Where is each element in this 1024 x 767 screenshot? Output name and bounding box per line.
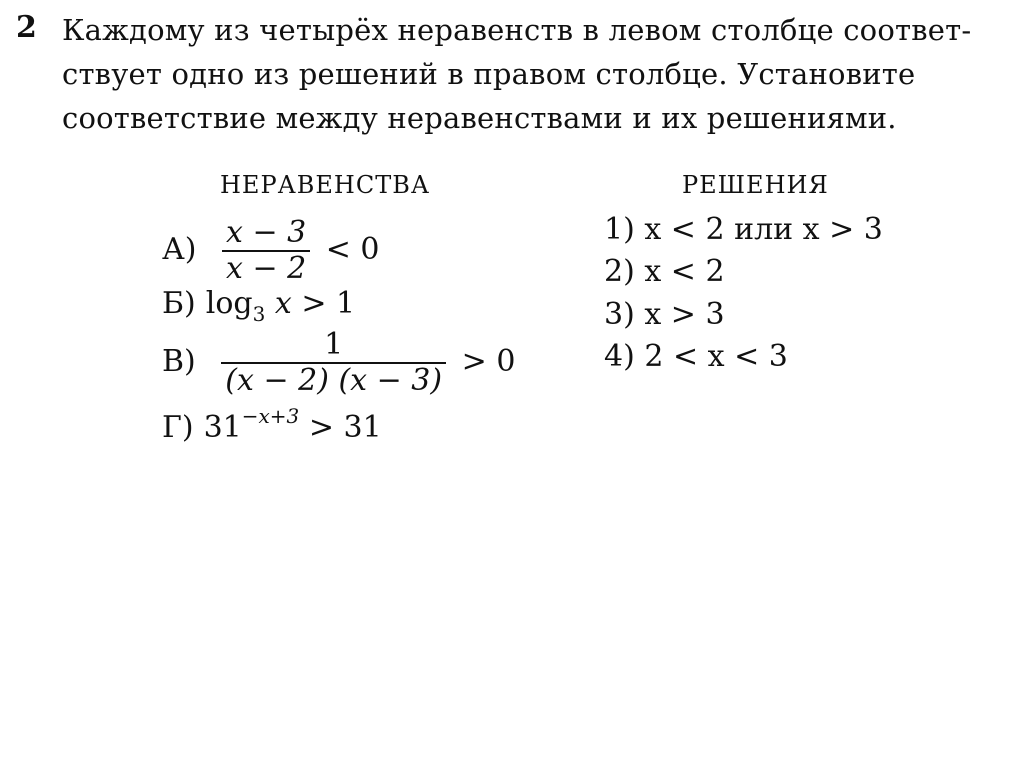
inequality-b-rest: > 1	[301, 286, 356, 321]
inequalities-heading: НЕРАВЕНСТВА	[220, 171, 431, 199]
inequality-c-label: В)	[162, 344, 196, 379]
inequality-d-rest: > 31	[308, 410, 382, 445]
inequality-c-numerator: 1	[324, 327, 344, 362]
solution-4-text: 2 < x < 3	[644, 339, 788, 374]
solution-4-label: 4)	[604, 339, 635, 374]
inequality-c	[162, 328, 515, 398]
solution-1	[604, 212, 883, 248]
solution-3-text: x > 3	[644, 297, 725, 332]
solutions-heading: РЕШЕНИЯ	[682, 171, 829, 199]
inequality-d-base: 31	[203, 410, 242, 445]
inequality-a	[162, 216, 380, 286]
inequality-c-denominator: (x − 2) (x − 3)	[225, 363, 443, 398]
task-number: 2	[16, 10, 37, 45]
inequality-d-exponent: −x+3	[241, 404, 300, 428]
inequality-a-denominator: x − 2	[225, 251, 307, 286]
inequality-a-label: А)	[162, 232, 197, 267]
inequality-a-numerator: x − 3	[225, 215, 307, 250]
inequality-a-fraction	[222, 216, 310, 286]
solution-3	[604, 297, 725, 333]
task-line-1: Каждому из четырёх неравенств в левом столбце соответ-	[62, 13, 972, 47]
solution-1-text: x < 2 или x > 3	[644, 212, 883, 247]
solution-2-text: x < 2	[644, 254, 725, 289]
solution-1-label: 1)	[604, 212, 635, 247]
solution-2-label: 2)	[604, 254, 635, 289]
task-line-3: соответствие между неравенствами и их решениями.	[62, 101, 897, 135]
inequality-b-log: log	[205, 286, 253, 321]
solution-4	[604, 339, 788, 375]
inequality-c-fraction	[221, 328, 446, 398]
solution-3-label: 3)	[604, 297, 635, 332]
inequality-b	[162, 286, 355, 324]
inequality-d	[162, 404, 382, 448]
inequality-b-base: 3	[252, 302, 266, 326]
inequality-b-var: x	[274, 286, 292, 321]
solution-2	[604, 254, 725, 290]
inequality-a-rest: < 0	[325, 232, 380, 267]
task-line-2: ствует одно из решений в правом столбце. Установите	[62, 57, 916, 91]
inequality-b-label: Б)	[162, 286, 196, 321]
inequality-d-label: Г)	[162, 410, 194, 445]
inequality-c-rest: > 0	[461, 344, 516, 379]
task-statement	[62, 8, 1012, 140]
